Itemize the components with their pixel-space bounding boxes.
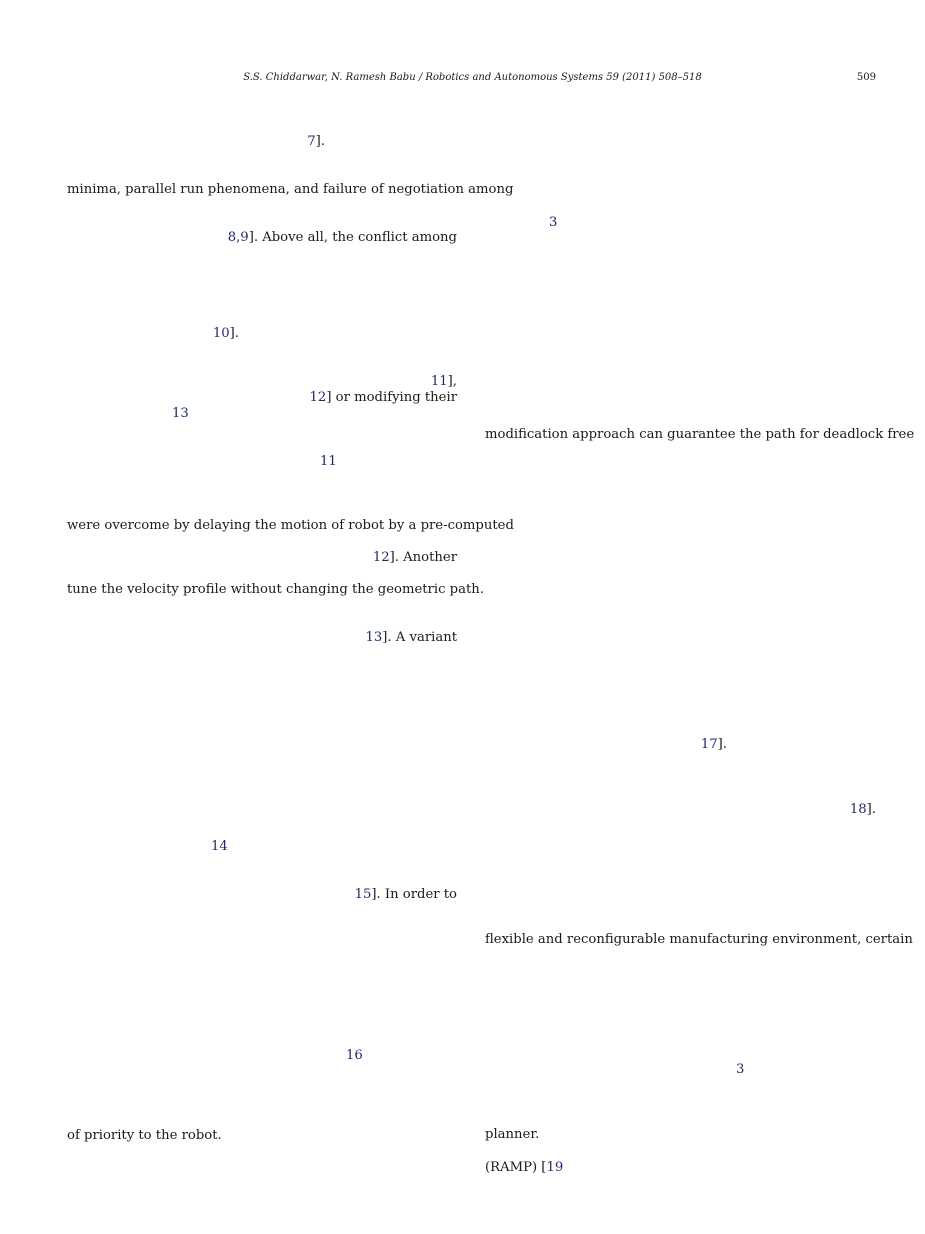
text-fragment: 12] or modifying their: [309, 390, 457, 405]
text-fragment: 15]. In order to: [354, 887, 457, 902]
text-fragment: [320, 454, 337, 470]
text-fragment: [172, 406, 189, 422]
text-fragment: 13]. A variant: [365, 630, 457, 645]
text-line: flexible and reconfigurable manufacturing environment, certain: [485, 932, 913, 947]
citation-link[interactable]: 11: [430, 374, 448, 389]
citation-link[interactable]: 3: [736, 1062, 745, 1077]
text-fragment: 18].: [849, 802, 876, 817]
citation-link[interactable]: 13: [172, 406, 189, 421]
text-line: of priority to the robot.: [67, 1128, 222, 1143]
text-fragment: (RAMP) [19: [485, 1160, 564, 1175]
page-number: 509: [856, 72, 876, 83]
running-head: S.S. Chiddarwar, N. Ramesh Babu / Robotics and Autonomous Systems 59 (2011) 508–518: [243, 72, 702, 83]
citation-link[interactable]: 15: [354, 887, 372, 902]
text-fragment: 17].: [700, 737, 727, 752]
citation-link[interactable]: 10: [212, 326, 230, 341]
citation-link[interactable]: 12: [372, 550, 390, 565]
text-line: tune the velocity profile without changing the geometric path.: [67, 582, 484, 597]
citation-link[interactable]: 3: [549, 215, 558, 230]
text-line: planner.: [485, 1127, 540, 1142]
citation-link[interactable]: 17: [700, 737, 718, 752]
text-line: modification approach can guarantee the path for deadlock free: [485, 427, 915, 442]
text-fragment: [346, 1048, 363, 1064]
text-fragment: [736, 1062, 744, 1078]
citation-link[interactable]: 18: [849, 802, 867, 817]
citation-link[interactable]: 11: [320, 454, 337, 469]
text-fragment: 8,9]. Above all, the conflict among: [227, 230, 457, 245]
citation-link[interactable]: 7: [307, 134, 316, 149]
text-line: minima, parallel run phenomena, and failure of negotiation among: [67, 182, 514, 197]
text-fragment: 10].: [212, 326, 239, 341]
citation-link[interactable]: 8,9: [227, 230, 249, 245]
text-fragment: 11],: [430, 374, 457, 389]
text-line: were overcome by delaying the motion of robot by a pre-computed: [67, 518, 514, 533]
text-fragment: [549, 215, 557, 231]
citation-link[interactable]: 13: [365, 630, 383, 645]
text-fragment: 12]. Another: [372, 550, 457, 565]
citation-link[interactable]: 19: [546, 1160, 564, 1175]
citation-link[interactable]: 12: [309, 390, 327, 405]
text-fragment: 7].: [307, 134, 325, 149]
citation-link[interactable]: 16: [346, 1048, 363, 1063]
text-fragment: [211, 839, 228, 855]
citation-link[interactable]: 14: [211, 839, 228, 854]
